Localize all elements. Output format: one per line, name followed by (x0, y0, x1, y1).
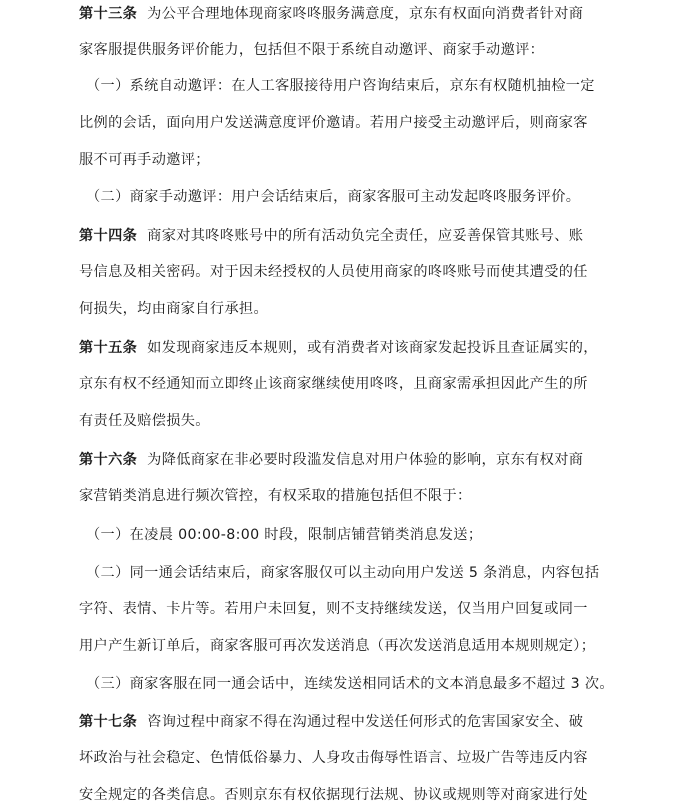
article-text: 为公平合理地体现商家咚咚服务满意度，京东有权面向消费者针对商 (147, 6, 584, 22)
article-text: 咨询过程中商家不得在沟通过程中发送任何形式的危害国家安全、破 (147, 714, 584, 730)
article-number: 第十五条 (79, 340, 138, 356)
article-text: 商家对其咚咚账号中的所有活动负完全责任，应妥善保管其账号、账 (147, 228, 584, 244)
article-14-line-1 (79, 226, 659, 246)
article-16-line-2: 家营销类消息进行频次管控，有权采取的措施包括但不限于： (79, 488, 472, 504)
clause-16-2-line-3: 用户产生新订单后，商家客服可再次发送消息（再次发送消息适用本规则规定）； (79, 638, 596, 654)
clause-16-2-line-1: （二）同一通会话结束后，商家客服仅可以主动向用户发送 5 条消息，内容包括 (86, 565, 600, 581)
article-number: 第十三条 (79, 6, 138, 22)
clause-13-1-line-2: 比例的会话，面向用户发送满意度评价邀请。若用户接受主动邀评后，则商家客 (79, 115, 588, 131)
article-17-line-3: 安全规定的各类信息。否则京东有权依据现行法规、协议或规则等对商家进行处 (79, 787, 588, 803)
article-16-line-1 (79, 450, 659, 470)
article-14-line-2: 号信息及相关密码。对于因未经授权的人员使用商家的咚咚账号而使其遭受的任 (79, 264, 588, 280)
clause-16-2-line-2: 字符、表情、卡片等。若用户未回复，则不支持继续发送，仅当用户回复或同一 (79, 601, 588, 617)
article-17-line-1 (79, 712, 659, 732)
article-13-line-1 (79, 4, 659, 24)
article-17-line-2: 坏政治与社会稳定、色情低俗暴力、人身攻击侮辱性语言、垃圾广告等违反内容 (79, 750, 588, 766)
article-number: 第十四条 (79, 228, 138, 244)
article-number: 第十七条 (79, 714, 138, 730)
article-13-line-2: 家客服提供服务评价能力，包括但不限于系统自动邀评、商家手动邀评： (79, 42, 545, 58)
clause-13-1-line-3: 服不可再手动邀评； (79, 152, 210, 168)
article-15-line-1 (79, 338, 659, 358)
article-14-line-3: 何损失，均由商家自行承担。 (79, 301, 268, 317)
article-15-line-2: 京东有权不经通知而立即终止该商家继续使用咚咚，且商家需承担因此产生的所 (79, 376, 588, 392)
clause-16-3-line-1: （三）商家客服在同一通会话中，连续发送相同话术的文本消息最多不超过 3 次。 (86, 676, 614, 692)
article-text: 如发现商家违反本规则，或有消费者对该商家发起投诉且查证属实的， (147, 340, 598, 356)
clause-13-2-line-1: （二）商家手动邀评：用户会话结束后，商家客服可主动发起咚咚服务评价。 (86, 189, 581, 205)
article-text: 为降低商家在非必要时段滥发信息对用户体验的影响，京东有权对商 (147, 452, 584, 468)
article-15-line-3: 有责任及赔偿损失。 (79, 413, 210, 429)
article-number: 第十六条 (79, 452, 138, 468)
clause-16-1-line-1: （一）在凌晨 00:00-8:00 时段，限制店铺营销类消息发送； (86, 527, 483, 543)
clause-13-1-line-1: （一）系统自动邀评：在人工客服接待用户咨询结束后，京东有权随机抽检一定 (86, 78, 595, 94)
